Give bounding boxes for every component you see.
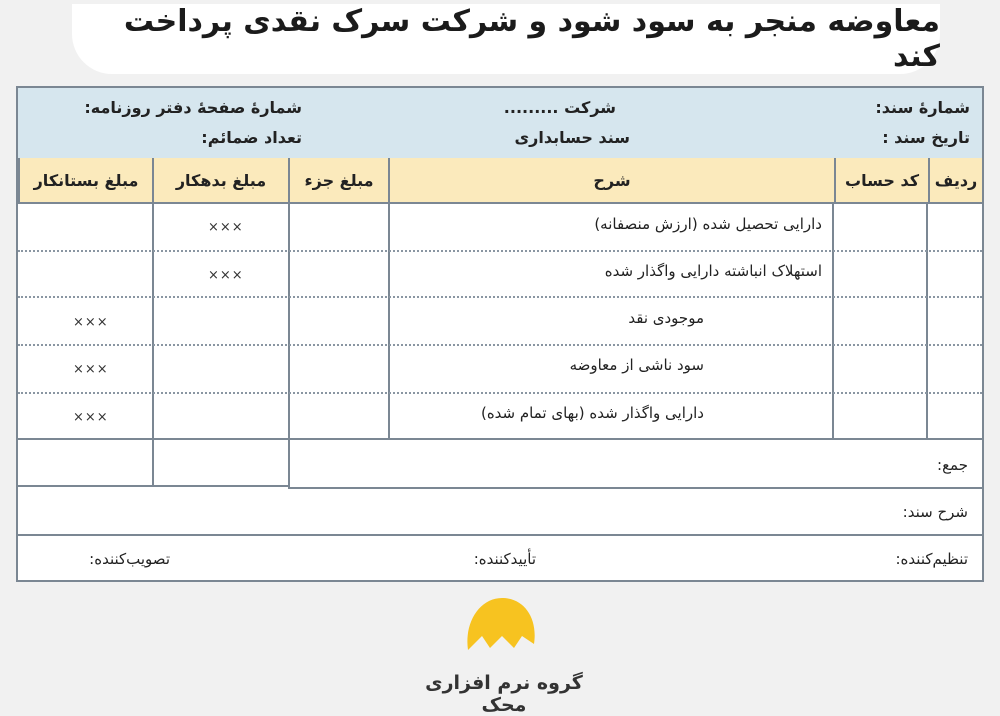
row-description: سود ناشی از معاوضه <box>569 356 704 374</box>
doc-date-label: تاریخ سند : <box>882 128 970 147</box>
row-separator <box>18 344 982 346</box>
grid-line <box>18 534 982 536</box>
col-account-code: کد حساب <box>834 158 928 202</box>
voucher-header <box>18 88 982 160</box>
row-description: دارایی تحصیل شده (ارزش منصفانه) <box>594 215 822 233</box>
attachments-label: تعداد ضمائم: <box>201 128 302 147</box>
col-description: شرح <box>388 158 834 202</box>
title-banner <box>72 4 940 74</box>
row-separator <box>18 250 982 252</box>
row-credit: ××× <box>73 410 109 425</box>
brand-logo-icon <box>462 592 540 668</box>
page-title: معاوضه منجر به سود شود و شرکت سرک نقدی پرداخت کند <box>123 4 940 74</box>
journal-page-label: شمارهٔ صفحهٔ دفتر روزنامه: <box>84 98 302 117</box>
row-separator <box>18 392 982 394</box>
grid-line <box>832 202 834 440</box>
col-credit: مبلغ بستانکار <box>18 158 152 202</box>
grid-line <box>388 202 390 440</box>
col-debit: مبلغ بدهکار <box>152 158 288 202</box>
row-description: دارایی واگذار شده (بهای تمام شده) <box>480 404 704 422</box>
col-partial: مبلغ جزء <box>288 158 388 202</box>
ratified-by-label: تصویب‌کننده: <box>89 550 170 568</box>
grid-line <box>288 487 982 489</box>
company-label: شرکت ......... <box>503 98 616 117</box>
row-description: استهلاک انباشته دارایی واگذار شده <box>604 262 822 280</box>
doc-number-label: شمارهٔ سند: <box>875 98 970 117</box>
row-separator <box>18 296 982 298</box>
grid-line <box>18 438 982 440</box>
brand-name: گروه نرم افزاری محک <box>425 672 583 716</box>
voucher-description-label: شرح سند: <box>902 503 968 521</box>
row-description: موجودی نقد <box>628 309 704 327</box>
prepared-by-label: تنظیم‌کننده: <box>895 550 968 568</box>
column-headers <box>18 158 982 204</box>
total-label: جمع: <box>937 456 968 474</box>
grid-line <box>18 485 288 487</box>
approved-by-label: تأییدکننده: <box>473 550 536 568</box>
row-credit: ××× <box>73 315 109 330</box>
voucher-type-label: سند حسابداری <box>514 128 630 147</box>
col-row: ردیف <box>928 158 982 202</box>
accounting-voucher <box>16 86 984 582</box>
row-debit: ××× <box>208 268 244 283</box>
grid-line <box>926 202 928 440</box>
row-debit: ××× <box>208 220 244 235</box>
row-credit: ××× <box>73 362 109 377</box>
